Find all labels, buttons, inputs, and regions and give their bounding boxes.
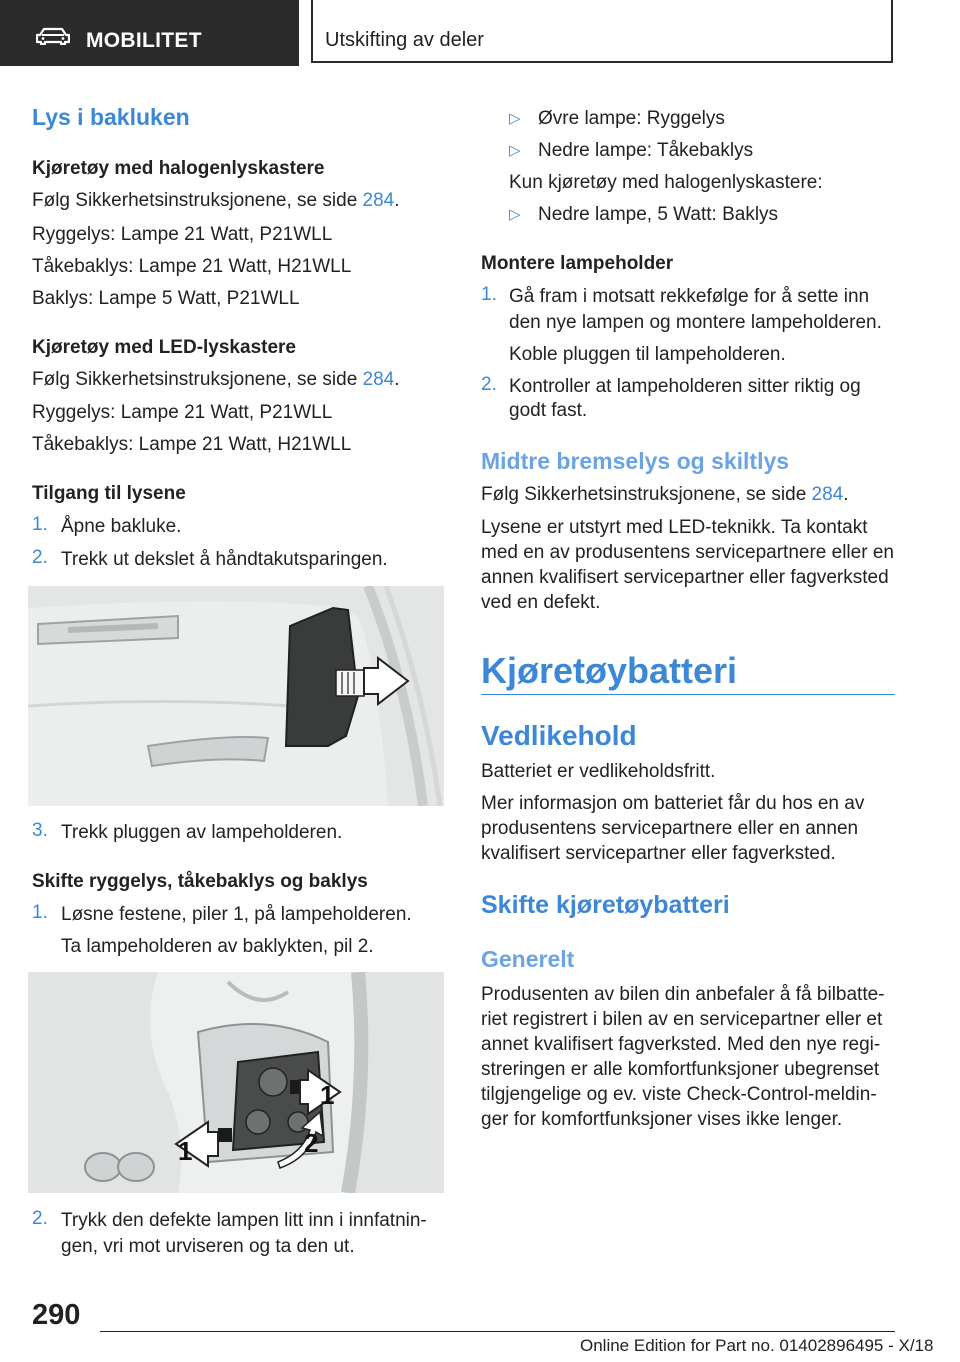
general-line: annet kvalifisert fagverksted. Med den nye regi- [481,1034,881,1055]
lamp-holder-illustration [28,972,444,1193]
general-line: Produsenten av bilen din anbefaler å få bilbatte- [481,984,885,1005]
list-item: 2. Trykk den defekte lampen litt inn i innfatnin- gen, vri mot urviseren og ta den ut. [32,1208,427,1257]
led-title: Kjøretøy med LED-lyskastere [32,337,296,358]
maintenance-line: Batteriet er vedlikeholdsfritt. [481,761,716,782]
list-item: 1. Åpne bakluke. [32,514,182,537]
triangle-bullet-icon: ▷ [509,206,521,223]
general-line: streringen er alle komfortfunksjoner ubegrenset [481,1059,880,1080]
brake-line: med en av produsentens servicepartnere eller en [481,542,894,563]
page-link-284[interactable]: 284 [811,484,844,505]
maintenance-more: kvalifisert servicepartner eller fagverksted. [481,843,836,864]
mount-title: Montere lampeholder [481,253,674,274]
halogen-line: Baklys: Lampe 5 Watt, P21WLL [32,288,300,309]
section-divider [481,694,895,695]
safety-ref-1: Følg Sikkerhetsinstruksjonene, se side 284. [32,190,400,211]
halogen-title: Kjøretøy med halogenlyskastere [32,158,325,179]
heading-brake-lights: Midtre bremselys og skiltlys [481,448,790,474]
tailgate-illustration [28,586,444,806]
heading-maintenance: Vedlikehold [481,720,637,751]
triangle-bullet-icon: ▷ [509,142,521,159]
halogen-only-note: Kun kjøretøy med halogenlyskastere: [509,172,823,193]
footer-divider [100,1331,895,1332]
led-line: Tåkebaklys: Lampe 21 Watt, H21WLL [32,434,352,455]
replace-title: Skifte ryggelys, tåkebaklys og baklys [32,871,368,892]
fig-label-2: 2 [304,1128,319,1158]
list-item: 1. Gå fram i motsatt rekkefølge for å sette inn den nye lampen og montere lampeholderen. Koble pluggen til lampeholderen. [481,284,882,365]
edition-note: Online Edition for Part no. 01402896495 - X/18 [580,1336,934,1355]
list-item: 2. Trekk ut dekslet å håndtakutsparingen. [32,547,388,570]
led-line: Ryggelys: Lampe 21 Watt, P21WLL [32,402,333,423]
heading-change-battery: Skifte kjøretøybatteri [481,891,730,919]
brake-line: ved en defekt. [481,592,601,613]
safety-ref-3: Følg Sikkerhetsinstruksjonene, se side 284. [481,484,849,505]
access-title: Tilgang til lysene [32,483,186,504]
figure-lamp-holder [28,972,444,1193]
heading-battery: Kjøretøybatteri [481,650,738,691]
fig-label-1b: 1 [178,1136,193,1166]
general-line: riet registrert i bilen av en servicepartner eller et [481,1009,883,1030]
heading-lys-i-bakluken: Lys i bakluken [32,104,190,130]
brake-line: annen kvalifisert servicepartner eller fagverksted [481,567,889,588]
maintenance-more: produsentens servicepartnere eller en annen [481,818,859,839]
chapter-title: Utskifting av deler [325,29,484,51]
page-number: 290 [32,1299,81,1331]
heading-general: Generelt [481,946,575,972]
car-icon [36,27,70,45]
fig-label-1: 1 [320,1080,335,1110]
halogen-line: Ryggelys: Lampe 21 Watt, P21WLL [32,224,333,245]
page-header [0,0,960,66]
safety-ref-2: Følg Sikkerhetsinstruksjonene, se side 284. [32,369,400,390]
list-item: 2. Kontroller at lampeholderen sitter riktig og godt fast. [481,374,861,421]
maintenance-more: Mer informasjon om batteriet får du hos en av [481,793,865,814]
brake-line: Lysene er utstyrt med LED-teknikk. Ta kontakt [481,517,868,538]
general-line: ger for komfortfunksjoner vises ikke lenger. [481,1109,843,1130]
section-label: MOBILITET [86,29,202,52]
page-link-284[interactable]: 284 [362,190,395,211]
section-tab[interactable] [0,0,299,66]
page-link-284[interactable]: 284 [362,369,395,390]
chapter-tab[interactable] [311,0,893,63]
list-item: 1. Løsne festene, piler 1, på lampeholderen. Ta lampeholderen av baklykten, pil 2. [32,902,412,957]
list-item: 3. Trekk pluggen av lampeholderen. [32,820,343,843]
halogen-line: Tåkebaklys: Lampe 21 Watt, H21WLL [32,256,352,277]
general-line: tilgjengelige og ev. viste Check-Control-meldin- [481,1084,877,1105]
triangle-bullet-icon: ▷ [509,110,521,127]
figure-tailgate-handle [28,586,444,806]
